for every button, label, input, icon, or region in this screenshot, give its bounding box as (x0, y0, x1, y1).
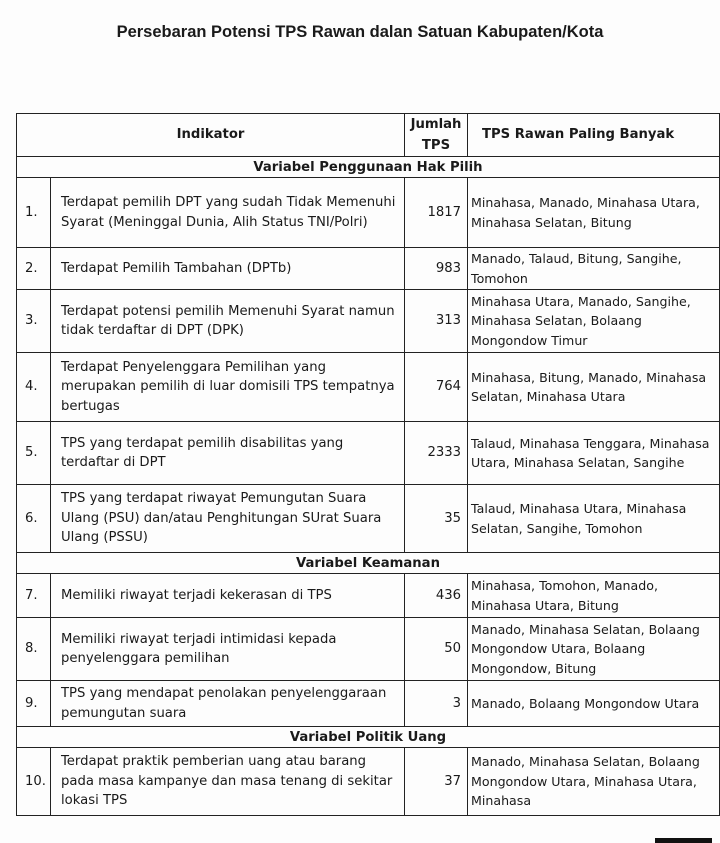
section-title: Variabel Keamanan (17, 553, 720, 574)
row-indikator: Terdapat Penyelenggara Pemilihan yang merupakan pemilih di luar domisili TPS tempatnya bertugas (51, 353, 405, 422)
section-title: Variabel Politik Uang (17, 727, 720, 748)
header-tps-rawan: TPS Rawan Paling Banyak (468, 114, 720, 157)
row-jumlah: 2333 (405, 422, 468, 485)
row-number: 5. (17, 422, 51, 485)
row-indikator: Terdapat potensi pemilih Memenuhi Syarat namun tidak terdaftar di DPT (DPK) (51, 290, 405, 353)
table-row (17, 748, 720, 816)
row-tps-rawan: Minahasa Utara, Manado, Sangihe, Minahasa Selatan, Bolaang Mongondow Timur (468, 290, 720, 353)
row-jumlah: 436 (405, 574, 468, 618)
row-tps-rawan: Minahasa, Bitung, Manado, Minahasa Selatan, Minahasa Utara (468, 353, 720, 422)
row-tps-rawan: Talaud, Minahasa Utara, Minahasa Selatan, Sangihe, Tomohon (468, 485, 720, 553)
row-jumlah: 764 (405, 353, 468, 422)
table-row (17, 353, 720, 422)
row-tps-rawan: Manado, Talaud, Bitung, Sangihe, Tomohon (468, 248, 720, 290)
row-tps-rawan: Manado, Minahasa Selatan, Bolaang Mongondow Utara, Bolaang Mongondow, Bitung (468, 618, 720, 681)
row-tps-rawan: Manado, Minahasa Selatan, Bolaang Mongondow Utara, Minahasa Utara, Minahasa (468, 748, 720, 816)
row-number: 2. (17, 248, 51, 290)
row-jumlah: 1817 (405, 178, 468, 248)
row-indikator: TPS yang mendapat penolakan penyelenggaraan pemungutan suara (51, 681, 405, 727)
row-number: 7. (17, 574, 51, 618)
table-row (17, 681, 720, 727)
corner-mark (655, 838, 712, 843)
row-jumlah: 35 (405, 485, 468, 553)
table-row (17, 485, 720, 553)
row-indikator: Memiliki riwayat terjadi kekerasan di TPS (51, 574, 405, 618)
row-tps-rawan: Talaud, Minahasa Tenggara, Minahasa Utara, Minahasa Selatan, Sangihe (468, 422, 720, 485)
row-jumlah: 50 (405, 618, 468, 681)
row-number: 1. (17, 178, 51, 248)
header-indikator: Indikator (17, 114, 405, 157)
row-indikator: Terdapat pemilih DPT yang sudah Tidak Memenuhi Syarat (Meninggal Dunia, Alih Status TNI/Polri) (51, 178, 405, 248)
table-header-row (17, 114, 720, 157)
row-tps-rawan: Minahasa, Tomohon, Manado, Minahasa Utara, Bitung (468, 574, 720, 618)
row-number: 9. (17, 681, 51, 727)
row-tps-rawan: Manado, Bolaang Mongondow Utara (468, 681, 720, 727)
row-number: 4. (17, 353, 51, 422)
section-title: Variabel Penggunaan Hak Pilih (17, 157, 720, 178)
row-indikator: TPS yang terdapat riwayat Pemungutan Suara Ulang (PSU) dan/atau Penghitungan SUrat Suara Ulang (PSSU) (51, 485, 405, 553)
table-row (17, 178, 720, 248)
section-row (17, 553, 720, 574)
section-row (17, 727, 720, 748)
row-tps-rawan: Minahasa, Manado, Minahasa Utara, Minahasa Selatan, Bitung (468, 178, 720, 248)
row-jumlah: 3 (405, 681, 468, 727)
table-row (17, 422, 720, 485)
row-indikator: Terdapat praktik pemberian uang atau barang pada masa kampanye dan masa tenang di sekitar lokasi TPS (51, 748, 405, 816)
table-row (17, 248, 720, 290)
row-number: 3. (17, 290, 51, 353)
page-title: Persebaran Potensi TPS Rawan dalan Satuan Kabupaten/Kota (116, 23, 604, 41)
section-row (17, 157, 720, 178)
table-row (17, 290, 720, 353)
row-indikator: Memiliki riwayat terjadi intimidasi kepada penyelenggara pemilihan (51, 618, 405, 681)
row-indikator: Terdapat Pemilih Tambahan (DPTb) (51, 248, 405, 290)
tps-rawan-table (16, 113, 720, 816)
row-indikator: TPS yang terdapat pemilih disabilitas yang terdaftar di DPT (51, 422, 405, 485)
row-jumlah: 983 (405, 248, 468, 290)
row-number: 10. (17, 748, 51, 816)
header-jumlah-tps: Jumlah TPS (405, 114, 468, 157)
table-row (17, 618, 720, 681)
table-row (17, 574, 720, 618)
row-jumlah: 313 (405, 290, 468, 353)
row-jumlah: 37 (405, 748, 468, 816)
row-number: 8. (17, 618, 51, 681)
row-number: 6. (17, 485, 51, 553)
